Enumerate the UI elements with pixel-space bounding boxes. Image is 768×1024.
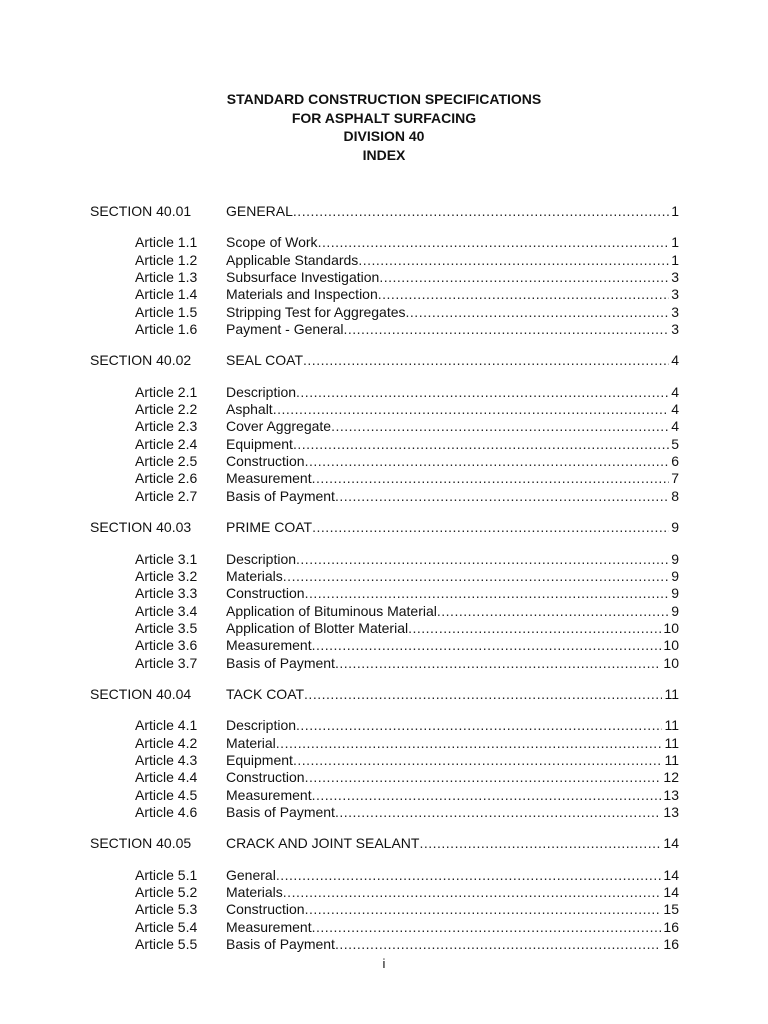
section-label: SECTION 40.04 — [90, 685, 192, 702]
toc-article-row[interactable] — [0, 804, 768, 821]
article-title: Basis of Payment — [226, 803, 335, 820]
article-page-number: 1 — [671, 234, 679, 251]
dot-leader — [318, 234, 670, 251]
section-page-number: 9 — [671, 519, 679, 536]
article-title: Measurement — [226, 470, 312, 487]
article-page-number: 11 — [664, 751, 679, 768]
toc-section — [0, 519, 768, 672]
article-title: Construction — [226, 453, 305, 470]
article-label: Article 3.1 — [135, 550, 198, 567]
dot-leader — [305, 453, 670, 470]
article-title: General — [226, 866, 276, 883]
toc-article-row[interactable] — [0, 901, 768, 918]
article-page-number: 4 — [671, 401, 679, 418]
article-page-number: 14 — [663, 866, 679, 883]
article-title: Basis of Payment — [226, 487, 335, 504]
article-title: Measurement — [226, 637, 312, 654]
toc-article-row[interactable] — [0, 286, 768, 303]
article-label: Article 2.3 — [135, 418, 198, 435]
toc-article-row[interactable] — [0, 551, 768, 568]
article-label: Article 1.6 — [135, 321, 198, 338]
article-entry — [226, 234, 679, 251]
article-entry — [226, 252, 679, 269]
article-label: Article 2.2 — [135, 401, 198, 418]
article-entry — [226, 453, 679, 470]
dot-leader — [358, 252, 669, 269]
article-page-number: 4 — [671, 383, 679, 400]
article-title: Stripping Test for Aggregates — [226, 303, 406, 320]
dot-leader — [344, 321, 670, 338]
toc-section-row[interactable] — [0, 835, 768, 852]
dot-leader — [335, 936, 661, 953]
article-page-number: 5 — [671, 435, 679, 452]
article-page-number: 10 — [663, 654, 679, 671]
section-label: SECTION 40.01 — [90, 203, 192, 219]
article-entry — [226, 735, 679, 752]
toc-article-row[interactable] — [0, 384, 768, 401]
article-entry — [226, 620, 679, 637]
toc-article-row[interactable] — [0, 304, 768, 321]
section-page-number: 14 — [663, 835, 679, 852]
article-label: Article 4.5 — [135, 786, 198, 803]
article-title: Material — [226, 734, 276, 751]
article-entry — [226, 867, 679, 884]
toc-article-row[interactable] — [0, 436, 768, 453]
article-title: Cover Aggregate — [226, 418, 332, 435]
dot-leader — [305, 901, 662, 918]
dot-leader — [305, 585, 670, 602]
section-title: GENERAL — [226, 203, 293, 219]
dot-leader — [296, 717, 662, 734]
article-label: Article 4.2 — [135, 734, 198, 751]
article-entry — [226, 384, 679, 401]
dot-leader — [335, 804, 661, 821]
dot-leader — [312, 519, 669, 536]
article-entry — [226, 401, 679, 418]
article-title: Measurement — [226, 918, 312, 935]
article-entry — [226, 919, 679, 936]
toc-section — [0, 203, 768, 338]
article-page-number: 11 — [664, 734, 679, 751]
article-entry — [226, 436, 679, 453]
article-label: Article 3.7 — [135, 654, 198, 671]
article-page-number: 9 — [671, 585, 679, 602]
toc-article-row[interactable] — [0, 769, 768, 786]
section-title: SEAL COAT — [226, 352, 304, 369]
section-entry — [226, 519, 679, 536]
dot-leader — [283, 884, 662, 901]
article-page-number: 9 — [671, 550, 679, 567]
toc-article-row[interactable] — [0, 735, 768, 752]
dot-leader — [305, 769, 662, 786]
article-title: Measurement — [226, 786, 312, 803]
section-title: PRIME COAT — [226, 519, 313, 536]
section-entry — [226, 352, 679, 369]
toc-section — [0, 352, 768, 505]
article-entry — [226, 655, 679, 672]
article-title: Scope of Work — [226, 234, 318, 251]
article-label: Article 2.4 — [135, 435, 198, 452]
toc-section-row[interactable] — [0, 352, 768, 369]
toc-article-row[interactable] — [0, 252, 768, 269]
article-title: Construction — [226, 769, 305, 786]
article-page-number: 13 — [663, 803, 679, 820]
article-entry — [226, 787, 679, 804]
toc-article-row[interactable] — [0, 488, 768, 505]
dot-leader — [312, 637, 662, 654]
toc-article-row[interactable] — [0, 787, 768, 804]
article-label: Article 2.5 — [135, 453, 198, 470]
section-page-number: 11 — [664, 685, 679, 702]
article-label: Article 4.6 — [135, 803, 198, 820]
dot-leader — [378, 286, 669, 303]
dot-leader — [335, 655, 661, 672]
article-label: Article 4.4 — [135, 769, 198, 786]
article-title: Equipment — [226, 435, 293, 452]
article-title: Asphalt — [226, 401, 273, 418]
article-label: Article 5.3 — [135, 901, 198, 918]
article-entry — [226, 936, 679, 953]
toc-article-row[interactable] — [0, 637, 768, 654]
article-entry — [226, 286, 679, 303]
article-label: Article 3.6 — [135, 637, 198, 654]
article-title: Materials — [226, 567, 283, 584]
article-title: Construction — [226, 585, 305, 602]
dot-leader — [406, 304, 670, 321]
section-title: TACK COAT — [226, 685, 305, 702]
dot-leader — [293, 436, 669, 453]
article-page-number: 16 — [663, 918, 679, 935]
article-page-number: 7 — [671, 470, 679, 487]
article-label: Article 5.5 — [135, 936, 198, 953]
article-title: Application of Bituminous Material — [226, 602, 437, 619]
article-page-number: 15 — [663, 901, 679, 918]
article-entry — [226, 551, 679, 568]
article-label: Article 1.3 — [135, 269, 198, 286]
article-title: Subsurface Investigation — [226, 269, 380, 286]
dot-leader — [331, 418, 669, 435]
toc-article-row[interactable] — [0, 585, 768, 602]
article-entry — [226, 901, 679, 918]
toc-article-row[interactable] — [0, 919, 768, 936]
page-number-footer: i — [382, 956, 386, 971]
article-page-number: 10 — [663, 637, 679, 654]
dot-leader — [437, 603, 669, 620]
toc-article-row[interactable] — [0, 603, 768, 620]
article-title: Description — [226, 717, 297, 734]
dot-leader — [296, 384, 669, 401]
article-entry — [226, 418, 679, 435]
article-page-number: 16 — [663, 936, 679, 953]
toc-article-row[interactable] — [0, 717, 768, 734]
article-entry — [226, 637, 679, 654]
section-entry — [226, 686, 679, 703]
toc-article-row[interactable] — [0, 568, 768, 585]
article-label: Article 2.1 — [135, 383, 198, 400]
dot-leader — [293, 203, 669, 220]
table-of-contents — [0, 203, 768, 967]
article-label: Article 4.3 — [135, 751, 198, 768]
article-label: Article 2.7 — [135, 487, 198, 504]
section-label: SECTION 40.03 — [90, 519, 192, 536]
toc-article-row[interactable] — [0, 418, 768, 435]
article-page-number: 10 — [663, 619, 679, 636]
article-entry — [226, 804, 679, 821]
dot-leader — [276, 867, 662, 884]
toc-article-row[interactable] — [0, 234, 768, 251]
article-title: Materials and Inspection — [226, 286, 378, 303]
dot-leader — [276, 735, 663, 752]
article-label: Article 1.4 — [135, 286, 198, 303]
toc-section-row[interactable] — [0, 519, 768, 536]
toc-article-row[interactable] — [0, 453, 768, 470]
toc-section-row[interactable] — [0, 203, 768, 220]
article-entry — [226, 568, 679, 585]
toc-section — [0, 835, 768, 953]
document-title — [0, 90, 768, 164]
article-title: Description — [226, 383, 297, 400]
article-entry — [226, 470, 679, 487]
section-page-number: 4 — [671, 352, 679, 369]
article-label: Article 3.3 — [135, 585, 198, 602]
toc-article-row[interactable] — [0, 470, 768, 487]
section-page-number: 1 — [671, 203, 679, 219]
article-title: Basis of Payment — [226, 936, 335, 953]
article-entry — [226, 769, 679, 786]
article-label: Article 1.1 — [135, 234, 198, 251]
article-label: Article 1.5 — [135, 303, 198, 320]
article-page-number: 11 — [664, 717, 679, 734]
dot-leader — [408, 620, 661, 637]
article-page-number: 14 — [663, 884, 679, 900]
article-page-number: 1 — [671, 251, 679, 268]
toc-article-row[interactable] — [0, 321, 768, 338]
toc-article-row[interactable] — [0, 884, 768, 901]
article-title: Application of Blotter Material — [226, 619, 409, 636]
dot-leader — [273, 401, 670, 418]
section-label: SECTION 40.05 — [90, 835, 192, 852]
article-entry — [226, 884, 679, 901]
dot-leader — [379, 269, 669, 286]
section-label: SECTION 40.02 — [90, 352, 192, 369]
article-title: Description — [226, 550, 297, 567]
toc-article-row[interactable] — [0, 620, 768, 637]
article-label: Article 2.6 — [135, 470, 198, 487]
article-entry — [226, 269, 679, 286]
article-title: Basis of Payment — [226, 654, 335, 671]
article-entry — [226, 585, 679, 602]
article-page-number: 3 — [671, 303, 679, 320]
article-label: Article 3.2 — [135, 567, 198, 584]
section-title: CRACK AND JOINT SEALANT — [226, 835, 420, 852]
section-entry — [226, 835, 679, 852]
toc-section — [0, 686, 768, 821]
dot-leader — [335, 488, 669, 505]
toc-section-row[interactable] — [0, 686, 768, 703]
article-label: Article 4.1 — [135, 717, 198, 734]
dot-leader — [283, 568, 669, 585]
toc-article-row[interactable] — [0, 752, 768, 769]
article-page-number: 13 — [663, 786, 679, 803]
toc-article-row[interactable] — [0, 936, 768, 953]
dot-leader — [296, 551, 669, 568]
dot-leader — [312, 919, 662, 936]
article-label: Article 5.1 — [135, 866, 198, 883]
article-label: Article 3.4 — [135, 602, 198, 619]
title-line-2: FOR ASPHALT SURFACING — [291, 109, 477, 126]
article-label: Article 5.2 — [135, 884, 198, 900]
article-label: Article 1.2 — [135, 251, 198, 268]
article-page-number: 9 — [671, 567, 679, 584]
article-entry — [226, 603, 679, 620]
article-label: Article 3.5 — [135, 619, 198, 636]
dot-leader — [303, 352, 669, 369]
dot-leader — [312, 470, 670, 487]
dot-leader — [312, 787, 662, 804]
title-line-1: STANDARD CONSTRUCTION SPECIFICATIONS — [226, 91, 542, 107]
article-page-number: 3 — [671, 321, 679, 338]
section-entry — [226, 203, 679, 220]
article-page-number: 8 — [671, 487, 679, 504]
toc-article-row[interactable] — [0, 867, 768, 884]
toc-article-row[interactable] — [0, 655, 768, 672]
title-line-4: INDEX — [362, 146, 406, 163]
article-title: Materials — [226, 884, 283, 900]
toc-article-row[interactable] — [0, 401, 768, 418]
article-entry — [226, 304, 679, 321]
article-entry — [226, 752, 679, 769]
article-page-number: 3 — [671, 286, 679, 303]
article-label: Article 5.4 — [135, 918, 198, 935]
article-page-number: 12 — [663, 769, 679, 786]
article-title: Payment - General — [226, 321, 344, 338]
article-title: Construction — [226, 901, 305, 918]
article-entry — [226, 321, 679, 338]
article-page-number: 3 — [671, 269, 679, 286]
article-title: Equipment — [226, 751, 293, 768]
article-entry — [226, 717, 679, 734]
article-page-number: 6 — [671, 453, 679, 470]
article-page-number: 4 — [671, 418, 679, 435]
toc-article-row[interactable] — [0, 269, 768, 286]
article-entry — [226, 488, 679, 505]
dot-leader — [293, 752, 663, 769]
dot-leader — [304, 686, 662, 703]
article-title: Applicable Standards — [226, 251, 359, 268]
title-line-3: DIVISION 40 — [343, 128, 425, 144]
article-page-number: 9 — [671, 602, 679, 619]
dot-leader — [419, 835, 661, 852]
